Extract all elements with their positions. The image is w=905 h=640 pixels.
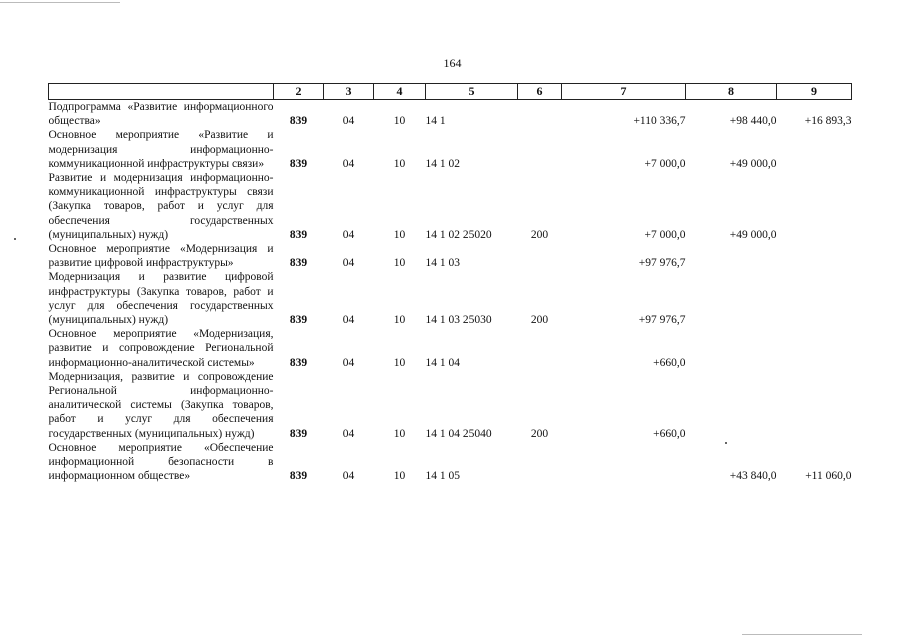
cell-subsection: 10 xyxy=(393,115,406,128)
cell-amount-8 xyxy=(686,242,777,270)
cell-ministry-code: 839 xyxy=(289,314,308,327)
cell-amount-7 xyxy=(562,441,686,484)
cell-target-article: 14 1 02 xyxy=(425,157,460,170)
column-header: 4 xyxy=(374,84,426,100)
cell-amount-7: +660,0 xyxy=(653,356,686,369)
table-row xyxy=(49,128,852,171)
cell-amount-8: +49 000,0 xyxy=(729,157,777,170)
cell-expense-type xyxy=(518,100,562,129)
cell-expense-type xyxy=(518,128,562,171)
cell-amount-9 xyxy=(777,171,852,242)
scan-artifact-line xyxy=(742,634,862,635)
cell-expense-type: 200 xyxy=(530,228,549,241)
column-header: 8 xyxy=(686,84,777,100)
row-description: Основное мероприятие «Модернизация, развитие и сопровождение Региональной информационно-аналитической системы» xyxy=(48,328,274,369)
row-description: Модернизация, развитие и сопровождение Региональной информационно-аналитической системы (Закупка товаров, работ и услуг для обеспечения государственных (муниципальных) нужд) xyxy=(48,370,274,440)
row-description: Основное мероприятие «Обеспечение информационной безопасности в информационном обществе» xyxy=(48,441,274,483)
table-row xyxy=(49,441,852,484)
cell-ministry-code: 839 xyxy=(289,470,308,483)
row-description: Основное мероприятие «Модернизация и развитие цифровой инфраструктуры» xyxy=(48,243,274,270)
table-row xyxy=(49,270,852,327)
table-row xyxy=(49,370,852,441)
cell-ministry-code: 839 xyxy=(289,115,308,128)
cell-amount-9: +11 060,0 xyxy=(805,470,852,483)
cell-target-article: 14 1 04 25040 xyxy=(425,427,492,440)
cell-ministry-code: 839 xyxy=(289,356,308,369)
column-header: 9 xyxy=(777,84,852,100)
cell-section: 04 xyxy=(342,470,355,483)
cell-amount-8 xyxy=(686,327,777,370)
cell-section: 04 xyxy=(342,314,355,327)
cell-expense-type: 200 xyxy=(530,427,549,440)
cell-amount-8 xyxy=(686,270,777,327)
cell-amount-7: +97 976,7 xyxy=(638,314,686,327)
cell-amount-9 xyxy=(777,327,852,370)
cell-amount-9: +16 893,3 xyxy=(804,115,852,128)
cell-expense-type xyxy=(518,242,562,270)
table-header-row xyxy=(49,84,852,100)
cell-target-article: 14 1 05 xyxy=(425,470,460,483)
column-header: 3 xyxy=(324,84,374,100)
cell-target-article: 14 1 03 xyxy=(425,257,460,270)
cell-amount-8: +98 440,0 xyxy=(729,115,777,128)
cell-section: 04 xyxy=(342,257,355,270)
table-row xyxy=(49,327,852,370)
cell-section: 04 xyxy=(342,115,355,128)
cell-section: 04 xyxy=(342,157,355,170)
cell-amount-9 xyxy=(777,128,852,171)
page-number: 164 xyxy=(443,56,462,70)
row-description: Развитие и модернизация информационно-коммуникационной инфраструктуры связи (Закупка товаров, работ и услуг для обеспечения государственных (муниципальных) нужд) xyxy=(48,172,274,241)
cell-expense-type: 200 xyxy=(530,314,549,327)
cell-amount-7: +660,0 xyxy=(653,427,686,440)
cell-subsection: 10 xyxy=(393,470,406,483)
cell-ministry-code: 839 xyxy=(289,257,308,270)
cell-section: 04 xyxy=(342,228,355,241)
cell-section: 04 xyxy=(342,427,355,440)
cell-ministry-code: 839 xyxy=(289,228,308,241)
cell-subsection: 10 xyxy=(393,427,406,440)
cell-target-article: 14 1 02 25020 xyxy=(425,228,492,241)
cell-section: 04 xyxy=(342,356,355,369)
column-header xyxy=(49,84,274,100)
row-description: Модернизация и развитие цифровой инфраструктуры (Закупка товаров, работ и услуг для обеспечения государственных (муниципальных) нужд) xyxy=(48,271,274,327)
cell-subsection: 10 xyxy=(393,314,406,327)
cell-subsection: 10 xyxy=(393,228,406,241)
cell-ministry-code: 839 xyxy=(289,427,308,440)
cell-amount-9 xyxy=(777,370,852,441)
cell-expense-type xyxy=(518,441,562,484)
cell-amount-8: +49 000,0 xyxy=(729,228,777,241)
table-row xyxy=(49,171,852,242)
scan-artifact-line xyxy=(0,2,120,3)
scan-artifact-dot xyxy=(14,238,16,240)
column-header: 2 xyxy=(274,84,324,100)
cell-amount-7: +7 000,0 xyxy=(644,157,686,170)
cell-subsection: 10 xyxy=(393,257,406,270)
row-description: Основное мероприятие «Развитие и модернизация информационно-коммуникационной инфраструктуры связи» xyxy=(48,129,274,170)
cell-subsection: 10 xyxy=(393,356,406,369)
column-header: 5 xyxy=(426,84,518,100)
row-description: Подпрограмма «Развитие информационного общества» xyxy=(48,101,274,128)
cell-amount-8: +43 840,0 xyxy=(729,470,777,483)
cell-target-article: 14 1 03 25030 xyxy=(425,314,492,327)
table-row xyxy=(49,100,852,129)
column-header: 7 xyxy=(562,84,686,100)
cell-ministry-code: 839 xyxy=(289,157,308,170)
cell-amount-7: +7 000,0 xyxy=(644,228,686,241)
table-row xyxy=(49,242,852,270)
cell-amount-7: +110 336,7 xyxy=(633,115,686,128)
cell-subsection: 10 xyxy=(393,157,406,170)
cell-target-article: 14 1 04 xyxy=(425,356,460,369)
cell-amount-9 xyxy=(777,242,852,270)
budget-table xyxy=(48,83,852,483)
column-header: 6 xyxy=(518,84,562,100)
cell-target-article: 14 1 xyxy=(425,115,446,128)
cell-expense-type xyxy=(518,327,562,370)
cell-amount-9 xyxy=(777,270,852,327)
cell-amount-7: +97 976,7 xyxy=(638,257,686,270)
cell-amount-8 xyxy=(686,370,777,441)
